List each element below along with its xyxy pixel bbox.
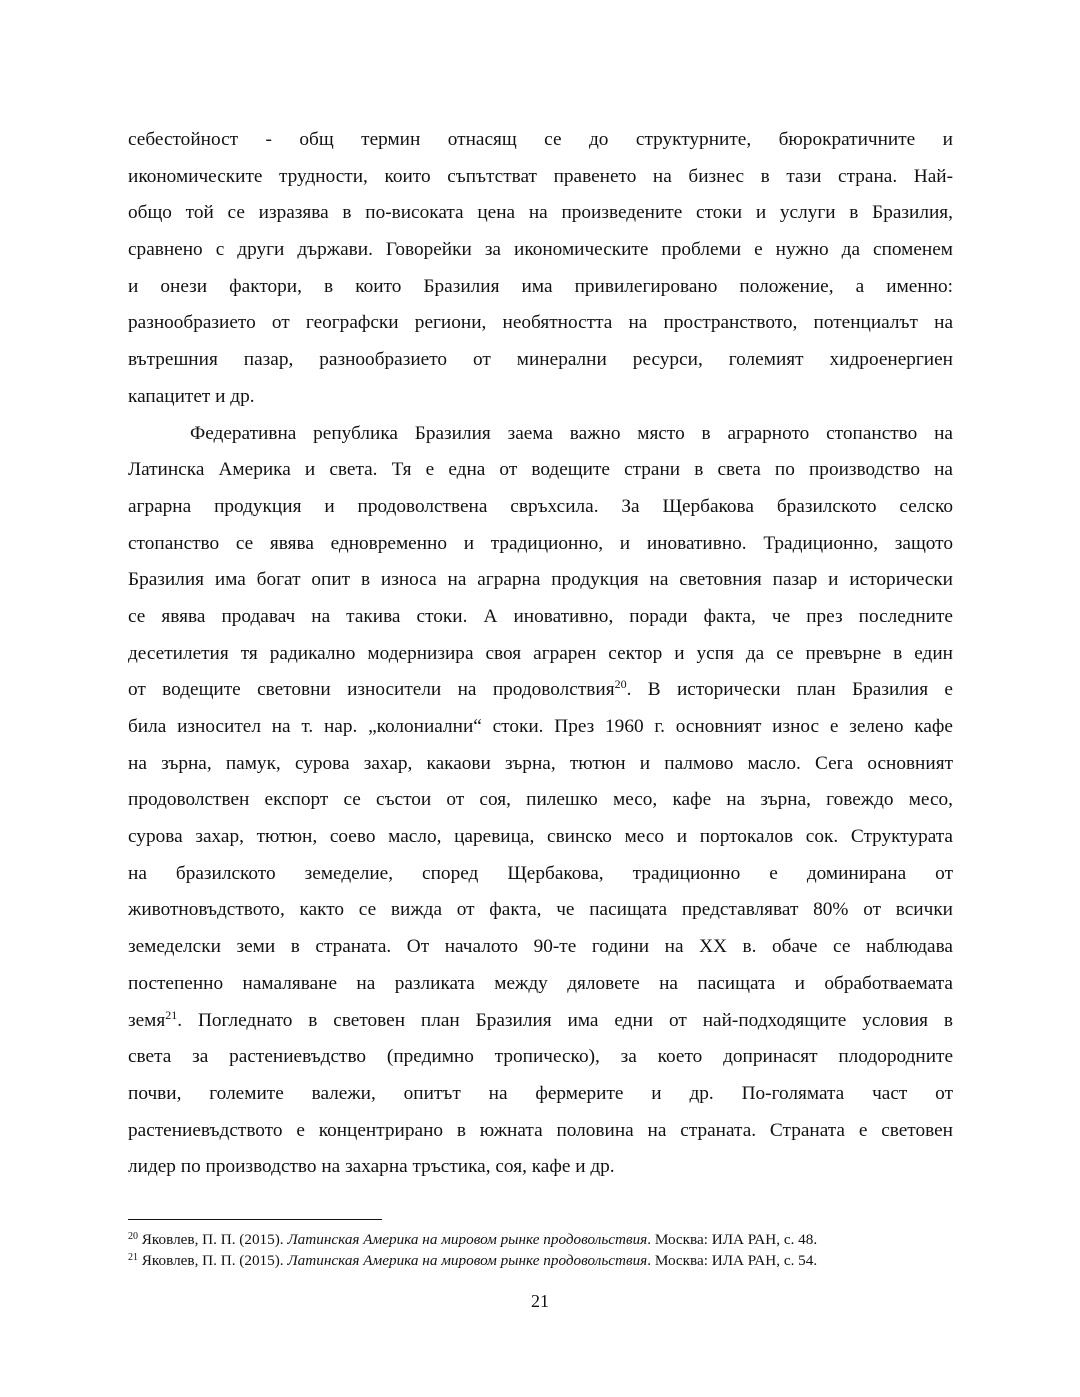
text-line: себестойност - общ термин отнасящ се до структурните, бюрократичните и bbox=[128, 129, 953, 150]
footnote-rest: . Москва: ИЛА РАН, с. 54. bbox=[647, 1252, 818, 1269]
text-line: общо той се изразява в по-високата цена на произведените стоки и услуги в Бразилия, bbox=[128, 202, 953, 224]
footnote-ref-21[interactable]: 21 bbox=[165, 1007, 178, 1022]
page-number: 21 bbox=[531, 1291, 549, 1311]
text-line: била износител на т. нар. „колониални“ стоки. През 1960 г. основният износ е зелено кафе bbox=[128, 716, 953, 737]
text-line-with-footnote bbox=[128, 672, 953, 709]
text-line: десетилетия тя радикално модернизира своя аграрен сектор и успя да се превърне в един bbox=[128, 642, 953, 664]
text-segment: от водещите световни износители на продоволствия bbox=[128, 679, 615, 701]
footnote-title: Латинская Америка на мировом рынке продовольствия bbox=[287, 1252, 648, 1269]
text-line: на бразилското земеделие, според Щербакова, традиционно е доминирана от bbox=[128, 862, 953, 884]
text-line: почви, големите валежи, опитът на фермерите и др. По-голямата част от bbox=[128, 1082, 953, 1104]
footnote-number: 21 bbox=[128, 1252, 138, 1263]
text-line: животновъдството, както се вижда от факта, че пасищата представляват 80% от всички bbox=[128, 899, 953, 921]
text-line: сурова захар, тютюн, соево масло, царевица, свинско месо и портокалов сок. Структурата bbox=[128, 826, 953, 848]
footnote-author: Яковлев, П. П. (2015). bbox=[138, 1252, 288, 1269]
text-line: постепенно намаляване на разликата между дяловете на пасищата и обработваемата bbox=[128, 972, 953, 994]
footnotes bbox=[128, 1229, 958, 1271]
body-text bbox=[128, 122, 953, 1186]
text-line: икономическите трудности, които съпътстват правенето на бизнес в тази страна. Най- bbox=[128, 165, 953, 187]
text-line: се явява продавач на такива стоки. А иновативно, поради факта, че през последните bbox=[128, 605, 953, 627]
text-line: и онези фактори, в които Бразилия има привилегировано положение, а именно: bbox=[128, 275, 953, 297]
text-line: аграрна продукция и продоволствена свръхсила. За Щербакова бразилското селско bbox=[128, 495, 953, 517]
text-line: разнообразието от географски региони, необятността на пространството, потенциалът на bbox=[128, 312, 953, 334]
text-segment: . В исторически план Бразилия е bbox=[626, 679, 953, 701]
footnote-rest: . Москва: ИЛА РАН, с. 48. bbox=[647, 1231, 818, 1248]
text-line: лидер по производство на захарна тръстика, соя, кафе и др. bbox=[128, 1156, 615, 1178]
text-line: сравнено с други държави. Говорейки за икономическите проблеми е нужно да споменем bbox=[128, 239, 953, 261]
text-segment: земя bbox=[128, 1009, 166, 1031]
footnote-21 bbox=[128, 1250, 958, 1271]
text-line: растениевъдството е концентрирано в южната половина на страната. Страната е световен bbox=[128, 1119, 953, 1141]
footnote-number: 20 bbox=[128, 1231, 138, 1242]
text-line: вътрешния пазар, разнообразието от минерални ресурси, големият хидроенергиен bbox=[128, 349, 953, 371]
footnote-20 bbox=[128, 1229, 958, 1250]
paragraph-first-line: Федеративна република Бразилия заема важно място в аграрното стопанство на bbox=[190, 422, 953, 444]
text-segment: . Погледнато в световен план Бразилия има едни от най-подходящите условия в bbox=[177, 1009, 953, 1031]
footnote-ref-20[interactable]: 20 bbox=[614, 677, 627, 692]
text-line: стопанство се явява едновременно и традиционно, и иновативно. Традиционно, защото bbox=[128, 532, 953, 554]
text-line-with-footnote bbox=[128, 1003, 953, 1040]
footnote-separator bbox=[128, 1219, 382, 1220]
footnote-title: Латинская Америка на мировом рынке продовольствия bbox=[287, 1231, 648, 1248]
text-line: продоволствен експорт се състои от соя, пилешко месо, кафе на зърна, говеждо месо, bbox=[128, 789, 953, 811]
text-line: земеделски земи в страната. От началото 90-те години на XX в. обаче се наблюдава bbox=[128, 936, 953, 958]
text-line: капацитет и др. bbox=[128, 385, 255, 407]
text-line: на зърна, памук, сурова захар, какаови зърна, тютюн и палмово масло. Сега основният bbox=[128, 752, 953, 774]
text-line: света за растениевъдство (предимно тропическо), за което допринасят плодородните bbox=[128, 1046, 953, 1068]
text-line: Бразилия има богат опит в износа на аграрна продукция на световния пазар и исторически bbox=[128, 569, 953, 591]
footnote-author: Яковлев, П. П. (2015). bbox=[138, 1231, 288, 1248]
text-line: Латинска Америка и света. Тя е една от водещите страни в света по производство на bbox=[128, 459, 953, 481]
